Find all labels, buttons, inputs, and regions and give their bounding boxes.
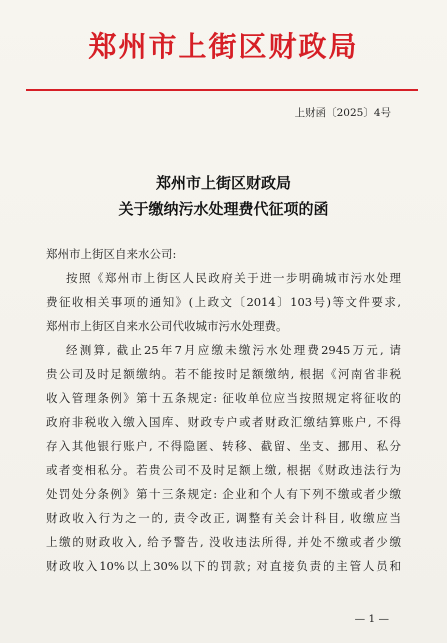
body-line: 贵公司及时足额缴纳。若不能按时足额缴纳, 根据《河南省非税 [46, 367, 401, 381]
body-line: 经测算, 截止25年7月应缴未缴污水处理费2945万元, 请 [66, 343, 401, 357]
title-line-1: 郑州市上街区财政局 [155, 174, 291, 192]
document-number: 上财函〔2025〕4号 [294, 107, 391, 119]
body-line: 财政收入行为之一的, 责令改正, 调整有关会计科目, 收缴应当 [46, 511, 401, 525]
body-line: 政府非税收入缴入国库、财政专户或者财政汇缴结算账户, 不得 [46, 415, 401, 429]
body-line: 存入其他银行账户, 不得隐匿、转移、截留、坐支、挪用、私分 [46, 439, 401, 453]
salutation: 郑州市上街区自来水公司: [46, 247, 177, 261]
body-line: 处罚处分条例》第十三条规定: 企业和个人有下列不缴或者少缴 [46, 487, 401, 501]
body-line: 按照《郑州市上街区人民政府关于进一步明确城市污水处理 [66, 271, 401, 285]
title-line-2: 关于缴纳污水处理费代征项的函 [118, 200, 329, 218]
body-line: 或者变相私分。若贵公司不及时足额上缴, 根据《财政违法行为 [46, 463, 401, 477]
body-line: 上缴的财政收入, 给予警告, 没收违法所得, 并处不缴或者少缴 [46, 535, 401, 549]
body-line: 郑州市上街区自来水公司代收城市污水处理费。 [46, 319, 288, 333]
letterhead: 郑州市上街区财政局 [88, 30, 359, 63]
letterhead-divider [26, 89, 418, 91]
page-number: — 1 — [354, 613, 389, 625]
body-line: 财政收入10%以上30%以下的罚款; 对直接负责的主管人员和 [46, 559, 401, 573]
body-line: 收入管理条例》第十五条规定: 征收单位应当按照规定将征收的 [46, 391, 401, 405]
body-line: 费征收相关事项的通知》(上政文〔2014〕103号)等文件要求, [46, 295, 401, 309]
